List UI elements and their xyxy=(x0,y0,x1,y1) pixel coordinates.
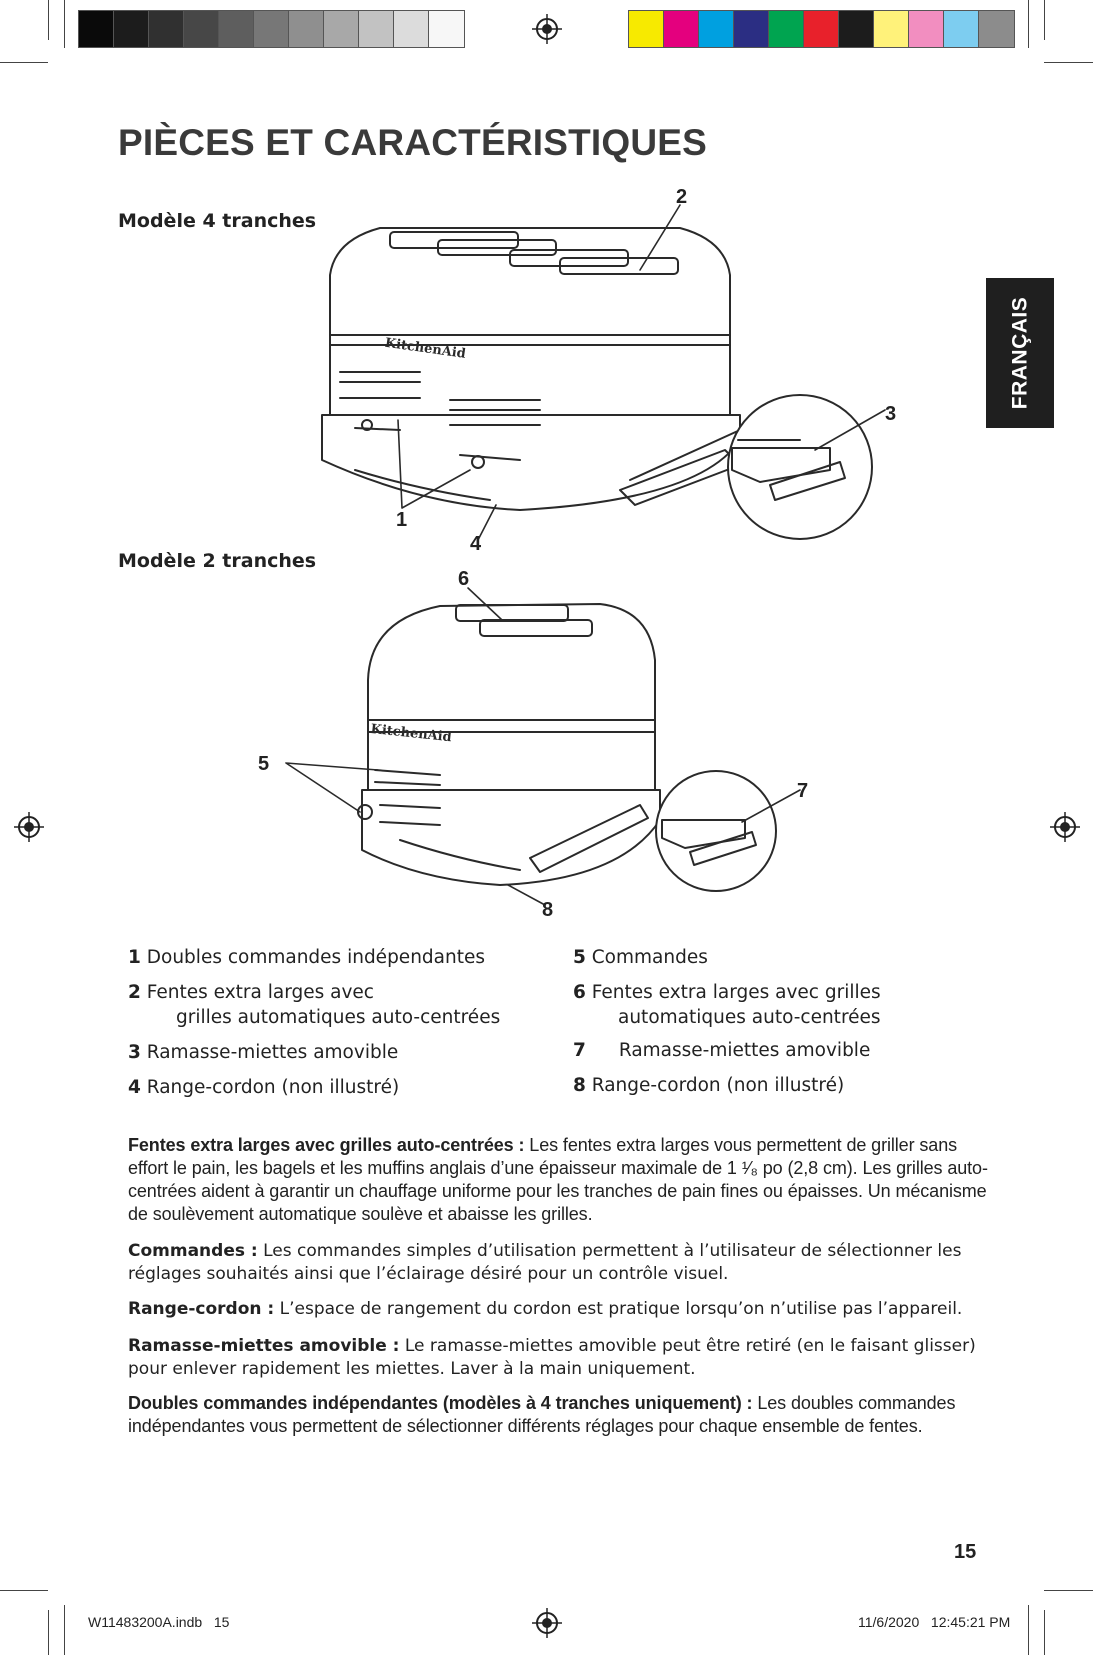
crop-mark xyxy=(64,1605,65,1655)
four-slice-model-label: Modèle 4 tranches xyxy=(118,210,317,232)
feature-description: Doubles commandes indépendantes (modèles à 4 tranches uniquement) : Les doubles commandes indépendantes vous permettent de sélectionner différents réglages pour chaque ensemble de fentes. xyxy=(128,1393,956,1436)
callout-8: 8 xyxy=(542,899,554,921)
page-number: 15 xyxy=(954,1541,977,1563)
callout-2: 2 xyxy=(676,186,688,208)
feature-description: Ramasse-miettes amovible : Le ramasse-miettes amovible peut être retiré (en le faisant glisser) pour enlever rapidement les miettes. Laver à la main uniquement. xyxy=(128,1336,976,1379)
callout-3: 3 xyxy=(885,403,897,425)
language-tab-label: FRANÇAIS xyxy=(1008,296,1031,410)
crop-mark xyxy=(1028,1605,1029,1655)
registration-mark-icon xyxy=(532,1608,562,1638)
feature-description: Commandes : Les commandes simples d’utilisation permettent à l’utilisateur de sélectionner les réglages souhaités ainsi que l’éclairage désiré pour un contrôle visuel. xyxy=(128,1241,962,1284)
feature-description: Fentes extra larges avec grilles auto-centrées : Les fentes extra larges vous permettent de griller sans effort le pain, les bagels et les muffins anglais d’une épaisseur maximale de 1 ¹⁄₈ po (2,8 cm). Les grilles auto-centrées aident à garantir un chauffage uniforme pour les tranches de pain fines ou épaisses. Un mécanisme de soulèvement automatique soulève et abaisse les grilles. xyxy=(128,1135,988,1224)
callout-7: 7 xyxy=(797,780,809,802)
part-item: 2 Fentes extra larges avec grilles automatiques auto-centrées xyxy=(128,982,501,1028)
feature-description: Range-cordon : L’espace de rangement du cordon est pratique lorsqu’on n’utilise pas l’appareil. xyxy=(128,1299,963,1319)
crop-mark xyxy=(0,1590,48,1591)
page-title: PIÈCES ET CARACTÉRISTIQUES xyxy=(118,122,708,163)
four-slice-toaster-icon xyxy=(322,228,740,510)
footer-datetime: 11/6/2020 12:45:21 PM xyxy=(858,1614,1011,1630)
footer-file: W11483200A.indb 15 xyxy=(88,1614,230,1630)
crop-mark xyxy=(1044,1590,1093,1591)
brand-logo: KitchenAid xyxy=(383,335,467,362)
crumb-tray-detail-icon xyxy=(656,771,776,891)
part-item: 4 Range-cordon (non illustré) xyxy=(128,1077,400,1098)
part-item: 7 Ramasse-miettes amovible xyxy=(573,1040,871,1061)
callout-6: 6 xyxy=(458,568,470,590)
two-slice-model-label: Modèle 2 tranches xyxy=(118,550,317,572)
callout-5: 5 xyxy=(258,753,270,775)
part-item: 5 Commandes xyxy=(573,947,708,968)
crop-mark xyxy=(1044,1610,1045,1655)
part-item: 8 Range-cordon (non illustré) xyxy=(573,1075,845,1096)
crumb-tray-detail-icon xyxy=(728,395,872,539)
part-item: 3 Ramasse-miettes amovible xyxy=(128,1042,399,1063)
brand-logo: KitchenAid xyxy=(369,721,453,746)
callout-1: 1 xyxy=(396,509,408,531)
crop-mark xyxy=(48,1610,49,1655)
callout-4: 4 xyxy=(470,533,482,555)
part-item: 1 Doubles commandes indépendantes xyxy=(128,947,485,968)
part-item: 6 Fentes extra larges avec grilles automatiques auto-centrées xyxy=(573,982,881,1028)
two-slice-toaster-icon xyxy=(358,604,660,885)
